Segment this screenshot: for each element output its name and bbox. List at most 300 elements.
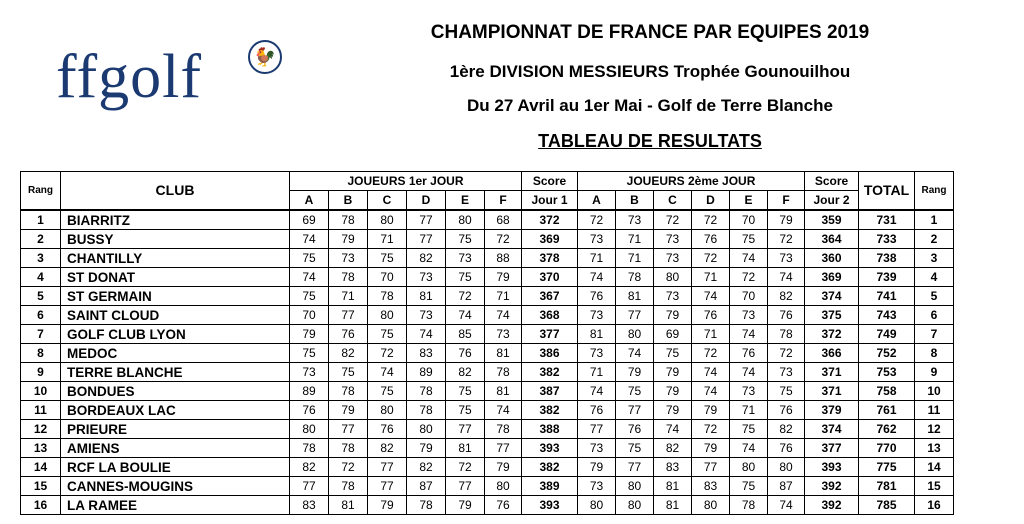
total-cell: 731 — [859, 210, 915, 230]
day2-score-cell: 73 — [654, 249, 692, 268]
jour2-total-cell: 392 — [805, 496, 859, 515]
jour2-total-cell: 393 — [805, 458, 859, 477]
jour1-total-cell: 382 — [522, 401, 578, 420]
table-row — [21, 420, 954, 439]
day2-score-cell: 74 — [692, 382, 730, 401]
day2-score-cell: 72 — [692, 210, 730, 230]
day1-score-cell: 72 — [446, 458, 485, 477]
player-header: D — [692, 191, 730, 211]
day2-score-cell: 72 — [692, 249, 730, 268]
day2-score-cell: 77 — [616, 401, 654, 420]
score-day2-header: Score — [805, 172, 859, 191]
day1-score-cell: 82 — [290, 458, 329, 477]
jour1-total-cell: 389 — [522, 477, 578, 496]
jour1-total-cell: 387 — [522, 382, 578, 401]
day1-score-cell: 77 — [368, 477, 407, 496]
day1-score-cell: 70 — [290, 306, 329, 325]
jour2-total-cell: 364 — [805, 230, 859, 249]
club-name-cell: ST GERMAIN — [61, 287, 290, 306]
rank-right-cell: 6 — [915, 306, 954, 325]
day1-score-cell: 70 — [368, 268, 407, 287]
day2-score-cell: 76 — [616, 420, 654, 439]
day1-score-cell: 76 — [290, 401, 329, 420]
day1-score-cell: 77 — [368, 458, 407, 477]
day2-score-cell: 71 — [692, 325, 730, 344]
club-name-cell: BIARRITZ — [61, 210, 290, 230]
jour2-total-cell: 392 — [805, 477, 859, 496]
jour2-total-cell: 377 — [805, 439, 859, 458]
day2-score-cell: 81 — [616, 287, 654, 306]
rank-right-cell: 1 — [915, 210, 954, 230]
day1-score-cell: 74 — [290, 230, 329, 249]
day2-score-cell: 74 — [692, 363, 730, 382]
total-cell: 753 — [859, 363, 915, 382]
day1-score-cell: 74 — [407, 325, 446, 344]
total-cell: 741 — [859, 287, 915, 306]
day2-score-cell: 71 — [578, 363, 616, 382]
day1-score-cell: 73 — [407, 306, 446, 325]
day1-score-cell: 78 — [329, 477, 368, 496]
day1-score-cell: 79 — [485, 458, 522, 477]
club-name-cell: BORDEAUX LAC — [61, 401, 290, 420]
day1-score-cell: 78 — [368, 287, 407, 306]
day2-score-cell: 79 — [578, 458, 616, 477]
day1-score-cell: 80 — [290, 420, 329, 439]
jour1-total-cell: 377 — [522, 325, 578, 344]
rank-right-cell: 5 — [915, 287, 954, 306]
day2-score-cell: 74 — [654, 420, 692, 439]
day2-score-cell: 80 — [578, 496, 616, 515]
day1-score-cell: 77 — [329, 420, 368, 439]
player-header: C — [654, 191, 692, 211]
table-row — [21, 306, 954, 325]
jour2-total-cell: 366 — [805, 344, 859, 363]
table-row — [21, 401, 954, 420]
day2-score-cell: 87 — [768, 477, 805, 496]
day1-score-cell: 73 — [290, 363, 329, 382]
day1-score-cell: 80 — [485, 477, 522, 496]
total-cell: 758 — [859, 382, 915, 401]
day2-score-cell: 73 — [578, 230, 616, 249]
day2-score-cell: 75 — [768, 382, 805, 401]
jour1-total-cell: 370 — [522, 268, 578, 287]
day2-score-cell: 75 — [730, 420, 768, 439]
rank-right-cell: 12 — [915, 420, 954, 439]
day2-score-cell: 73 — [768, 363, 805, 382]
day2-score-cell: 73 — [616, 210, 654, 230]
day1-score-cell: 82 — [446, 363, 485, 382]
day2-score-cell: 76 — [768, 401, 805, 420]
day2-score-cell: 76 — [768, 439, 805, 458]
day2-score-cell: 69 — [654, 325, 692, 344]
player-header: C — [368, 191, 407, 211]
day2-score-cell: 82 — [654, 439, 692, 458]
player-header: B — [329, 191, 368, 211]
jour1-header: Jour 1 — [522, 191, 578, 211]
day2-score-cell: 70 — [730, 210, 768, 230]
jour2-total-cell: 371 — [805, 363, 859, 382]
day1-score-cell: 74 — [290, 268, 329, 287]
day1-score-cell: 85 — [446, 325, 485, 344]
player-header: D — [407, 191, 446, 211]
jour2-total-cell: 369 — [805, 268, 859, 287]
jour1-total-cell: 382 — [522, 363, 578, 382]
rank-cell: 10 — [21, 382, 61, 401]
rank-right-cell: 2 — [915, 230, 954, 249]
rank-right-cell: 14 — [915, 458, 954, 477]
day2-score-cell: 82 — [768, 420, 805, 439]
total-cell: 743 — [859, 306, 915, 325]
day2-score-cell: 73 — [654, 287, 692, 306]
results-body — [21, 210, 954, 515]
day2-score-cell: 81 — [654, 477, 692, 496]
club-name-cell: BONDUES — [61, 382, 290, 401]
club-name-cell: ST DONAT — [61, 268, 290, 287]
total-cell: 752 — [859, 344, 915, 363]
day1-score-cell: 75 — [368, 325, 407, 344]
club-name-cell: SAINT CLOUD — [61, 306, 290, 325]
day1-score-cell: 74 — [485, 306, 522, 325]
day1-score-cell: 79 — [368, 496, 407, 515]
day1-score-cell: 75 — [446, 382, 485, 401]
day2-score-cell: 74 — [578, 382, 616, 401]
day2-score-cell: 73 — [654, 230, 692, 249]
player-header: F — [485, 191, 522, 211]
rank-cell: 4 — [21, 268, 61, 287]
rank-right-cell: 10 — [915, 382, 954, 401]
day1-score-cell: 80 — [368, 401, 407, 420]
table-row — [21, 249, 954, 268]
total-header: TOTAL — [859, 172, 915, 211]
day2-score-cell: 79 — [768, 210, 805, 230]
day2-score-cell: 74 — [730, 439, 768, 458]
day1-score-cell: 76 — [368, 420, 407, 439]
player-header: E — [730, 191, 768, 211]
jour1-total-cell: 386 — [522, 344, 578, 363]
jour2-total-cell: 374 — [805, 287, 859, 306]
day1-score-cell: 73 — [407, 268, 446, 287]
day2-score-cell: 76 — [730, 344, 768, 363]
day1-score-cell: 74 — [485, 401, 522, 420]
day1-score-cell: 73 — [446, 249, 485, 268]
day1-score-cell: 79 — [485, 268, 522, 287]
day1-score-cell: 77 — [485, 439, 522, 458]
day2-score-cell: 74 — [768, 496, 805, 515]
day1-score-cell: 82 — [407, 458, 446, 477]
day2-score-cell: 76 — [692, 306, 730, 325]
day1-score-cell: 79 — [446, 496, 485, 515]
day2-score-cell: 79 — [654, 363, 692, 382]
total-cell: 762 — [859, 420, 915, 439]
club-name-cell: PRIEURE — [61, 420, 290, 439]
day1-score-cell: 79 — [290, 325, 329, 344]
day2-score-cell: 79 — [654, 382, 692, 401]
rank-cell: 1 — [21, 210, 61, 230]
player-header: A — [290, 191, 329, 211]
club-name-cell: BUSSY — [61, 230, 290, 249]
day1-score-cell: 78 — [329, 210, 368, 230]
day2-score-cell: 71 — [692, 268, 730, 287]
day2-score-cell: 78 — [730, 496, 768, 515]
day2-score-cell: 73 — [730, 382, 768, 401]
player-header: B — [616, 191, 654, 211]
jour2-header: Jour 2 — [805, 191, 859, 211]
table-row — [21, 439, 954, 458]
day1-score-cell: 83 — [407, 344, 446, 363]
day1-score-cell: 75 — [329, 363, 368, 382]
event-dates: Du 27 Avril au 1er Mai - Golf de Terre Blanche — [467, 96, 833, 115]
rank-cell: 11 — [21, 401, 61, 420]
jour1-total-cell: 372 — [522, 210, 578, 230]
table-row — [21, 230, 954, 249]
rank-cell: 13 — [21, 439, 61, 458]
table-row — [21, 210, 954, 230]
day1-score-cell: 87 — [407, 477, 446, 496]
day2-score-cell: 74 — [692, 287, 730, 306]
day1-score-cell: 81 — [329, 496, 368, 515]
club-name-cell: CHANTILLY — [61, 249, 290, 268]
page-title: CHAMPIONNAT DE FRANCE PAR EQUIPES 2019 — [430, 22, 870, 43]
day2-score-cell: 80 — [616, 325, 654, 344]
day2-score-cell: 80 — [692, 496, 730, 515]
ffgolf-logo: ffgolf — [56, 43, 203, 111]
day1-score-cell: 73 — [485, 325, 522, 344]
day1-score-cell: 77 — [446, 477, 485, 496]
day1-score-cell: 77 — [407, 210, 446, 230]
table-row — [21, 382, 954, 401]
day1-score-cell: 81 — [485, 344, 522, 363]
day2-score-cell: 82 — [768, 287, 805, 306]
day2-score-cell: 73 — [578, 477, 616, 496]
day1-score-cell: 74 — [446, 306, 485, 325]
day2-score-cell: 74 — [730, 325, 768, 344]
day1-score-cell: 69 — [290, 210, 329, 230]
club-name-cell: GOLF CLUB LYON — [61, 325, 290, 344]
day1-score-cell: 78 — [290, 439, 329, 458]
jour1-total-cell: 369 — [522, 230, 578, 249]
day1-score-cell: 76 — [329, 325, 368, 344]
total-cell: 739 — [859, 268, 915, 287]
rank-right-cell: 3 — [915, 249, 954, 268]
day1-score-cell: 72 — [446, 287, 485, 306]
day1-score-cell: 77 — [290, 477, 329, 496]
day2-score-cell: 74 — [730, 363, 768, 382]
rank-right-cell: 11 — [915, 401, 954, 420]
club-header: CLUB — [61, 172, 290, 211]
jour2-total-cell: 372 — [805, 325, 859, 344]
day1-score-cell: 78 — [407, 382, 446, 401]
day2-score-cell: 79 — [616, 363, 654, 382]
table-row — [21, 458, 954, 477]
day1-score-cell: 71 — [485, 287, 522, 306]
day1-score-cell: 74 — [368, 363, 407, 382]
day2-score-cell: 74 — [768, 268, 805, 287]
rank-right-cell: 15 — [915, 477, 954, 496]
day1-score-cell: 78 — [329, 439, 368, 458]
day2-score-cell: 76 — [692, 230, 730, 249]
day1-score-cell: 73 — [329, 249, 368, 268]
rank-cell: 12 — [21, 420, 61, 439]
day1-score-cell: 81 — [485, 382, 522, 401]
day2-score-cell: 72 — [768, 230, 805, 249]
player-header: E — [446, 191, 485, 211]
rank-cell: 15 — [21, 477, 61, 496]
day1-score-cell: 71 — [368, 230, 407, 249]
day1-score-cell: 78 — [329, 382, 368, 401]
day1-score-cell: 75 — [290, 344, 329, 363]
day2-score-cell: 80 — [654, 268, 692, 287]
player-header: A — [578, 191, 616, 211]
day1-score-cell: 71 — [329, 287, 368, 306]
day1-score-cell: 79 — [407, 439, 446, 458]
day1-score-cell: 79 — [329, 230, 368, 249]
jour1-total-cell: 382 — [522, 458, 578, 477]
day2-score-cell: 79 — [692, 401, 730, 420]
club-name-cell: CANNES-MOUGINS — [61, 477, 290, 496]
rank-cell: 7 — [21, 325, 61, 344]
rang-right-header: Rang — [915, 172, 954, 211]
day1-score-cell: 78 — [407, 496, 446, 515]
day2-score-cell: 71 — [616, 230, 654, 249]
day2-score-cell: 72 — [730, 268, 768, 287]
table-row — [21, 325, 954, 344]
day2-players-header: JOUEURS 2ème JOUR — [578, 172, 805, 191]
day1-score-cell: 78 — [485, 420, 522, 439]
rank-cell: 6 — [21, 306, 61, 325]
day2-score-cell: 73 — [768, 249, 805, 268]
table-row — [21, 287, 954, 306]
day1-score-cell: 88 — [485, 249, 522, 268]
day2-score-cell: 79 — [654, 306, 692, 325]
jour1-total-cell: 393 — [522, 439, 578, 458]
rank-right-cell: 13 — [915, 439, 954, 458]
table-row — [21, 268, 954, 287]
club-name-cell: LA RAMEE — [61, 496, 290, 515]
rank-cell: 16 — [21, 496, 61, 515]
day1-score-cell: 75 — [368, 382, 407, 401]
day1-score-cell: 80 — [446, 210, 485, 230]
day2-score-cell: 80 — [768, 458, 805, 477]
day1-score-cell: 81 — [407, 287, 446, 306]
day2-score-cell: 81 — [578, 325, 616, 344]
jour2-total-cell: 375 — [805, 306, 859, 325]
jour2-total-cell: 359 — [805, 210, 859, 230]
day2-score-cell: 73 — [578, 344, 616, 363]
day1-score-cell: 75 — [290, 287, 329, 306]
day2-score-cell: 74 — [730, 249, 768, 268]
day1-score-cell: 76 — [446, 344, 485, 363]
division-subtitle: 1ère DIVISION MESSIEURS Trophée Gounouilhou — [449, 62, 851, 81]
day1-score-cell: 77 — [407, 230, 446, 249]
day2-score-cell: 76 — [578, 401, 616, 420]
rank-cell: 3 — [21, 249, 61, 268]
rank-cell: 9 — [21, 363, 61, 382]
day2-score-cell: 72 — [578, 210, 616, 230]
table-row — [21, 496, 954, 515]
day2-score-cell: 73 — [578, 306, 616, 325]
score-day1-header: Score — [522, 172, 578, 191]
day2-score-cell: 80 — [730, 458, 768, 477]
jour2-total-cell: 379 — [805, 401, 859, 420]
day2-score-cell: 71 — [616, 249, 654, 268]
day1-score-cell: 72 — [329, 458, 368, 477]
day2-score-cell: 79 — [654, 401, 692, 420]
day2-score-cell: 72 — [654, 210, 692, 230]
day1-score-cell: 80 — [407, 420, 446, 439]
total-cell: 775 — [859, 458, 915, 477]
day2-score-cell: 75 — [730, 230, 768, 249]
day1-score-cell: 83 — [290, 496, 329, 515]
day2-score-cell: 73 — [578, 439, 616, 458]
jour1-total-cell: 378 — [522, 249, 578, 268]
day2-score-cell: 79 — [692, 439, 730, 458]
table-row — [21, 363, 954, 382]
rank-right-cell: 4 — [915, 268, 954, 287]
jour1-total-cell: 367 — [522, 287, 578, 306]
club-name-cell: MEDOC — [61, 344, 290, 363]
day2-score-cell: 75 — [730, 477, 768, 496]
rang-header: Rang — [21, 172, 61, 211]
total-cell: 733 — [859, 230, 915, 249]
jour2-total-cell: 360 — [805, 249, 859, 268]
jour1-total-cell: 368 — [522, 306, 578, 325]
day1-score-cell: 68 — [485, 210, 522, 230]
rooster-icon: 🐓 — [248, 40, 282, 74]
day1-score-cell: 80 — [368, 210, 407, 230]
day2-score-cell: 80 — [616, 477, 654, 496]
day2-score-cell: 77 — [616, 306, 654, 325]
jour1-total-cell: 388 — [522, 420, 578, 439]
day2-score-cell: 75 — [616, 382, 654, 401]
day2-score-cell: 72 — [768, 344, 805, 363]
rank-cell: 2 — [21, 230, 61, 249]
total-cell: 785 — [859, 496, 915, 515]
day1-score-cell: 82 — [368, 439, 407, 458]
day1-score-cell: 79 — [329, 401, 368, 420]
day2-score-cell: 78 — [616, 268, 654, 287]
day1-score-cell: 80 — [368, 306, 407, 325]
rank-right-cell: 7 — [915, 325, 954, 344]
day2-score-cell: 81 — [654, 496, 692, 515]
day1-score-cell: 75 — [368, 249, 407, 268]
day1-score-cell: 82 — [329, 344, 368, 363]
day2-score-cell: 77 — [692, 458, 730, 477]
day2-score-cell: 75 — [654, 344, 692, 363]
day2-score-cell: 73 — [730, 306, 768, 325]
day2-score-cell: 75 — [616, 439, 654, 458]
day1-score-cell: 77 — [329, 306, 368, 325]
day2-score-cell: 74 — [578, 268, 616, 287]
table-row — [21, 477, 954, 496]
day2-score-cell: 76 — [768, 306, 805, 325]
day1-score-cell: 78 — [407, 401, 446, 420]
day2-score-cell: 74 — [616, 344, 654, 363]
jour2-total-cell: 371 — [805, 382, 859, 401]
day2-score-cell: 83 — [654, 458, 692, 477]
table-row — [21, 344, 954, 363]
day2-score-cell: 72 — [692, 420, 730, 439]
day1-score-cell: 89 — [290, 382, 329, 401]
rank-cell: 5 — [21, 287, 61, 306]
total-cell: 738 — [859, 249, 915, 268]
day2-score-cell: 71 — [578, 249, 616, 268]
day1-score-cell: 81 — [446, 439, 485, 458]
day2-score-cell: 76 — [578, 287, 616, 306]
day1-score-cell: 82 — [407, 249, 446, 268]
day1-score-cell: 72 — [485, 230, 522, 249]
total-cell: 761 — [859, 401, 915, 420]
day2-score-cell: 78 — [768, 325, 805, 344]
